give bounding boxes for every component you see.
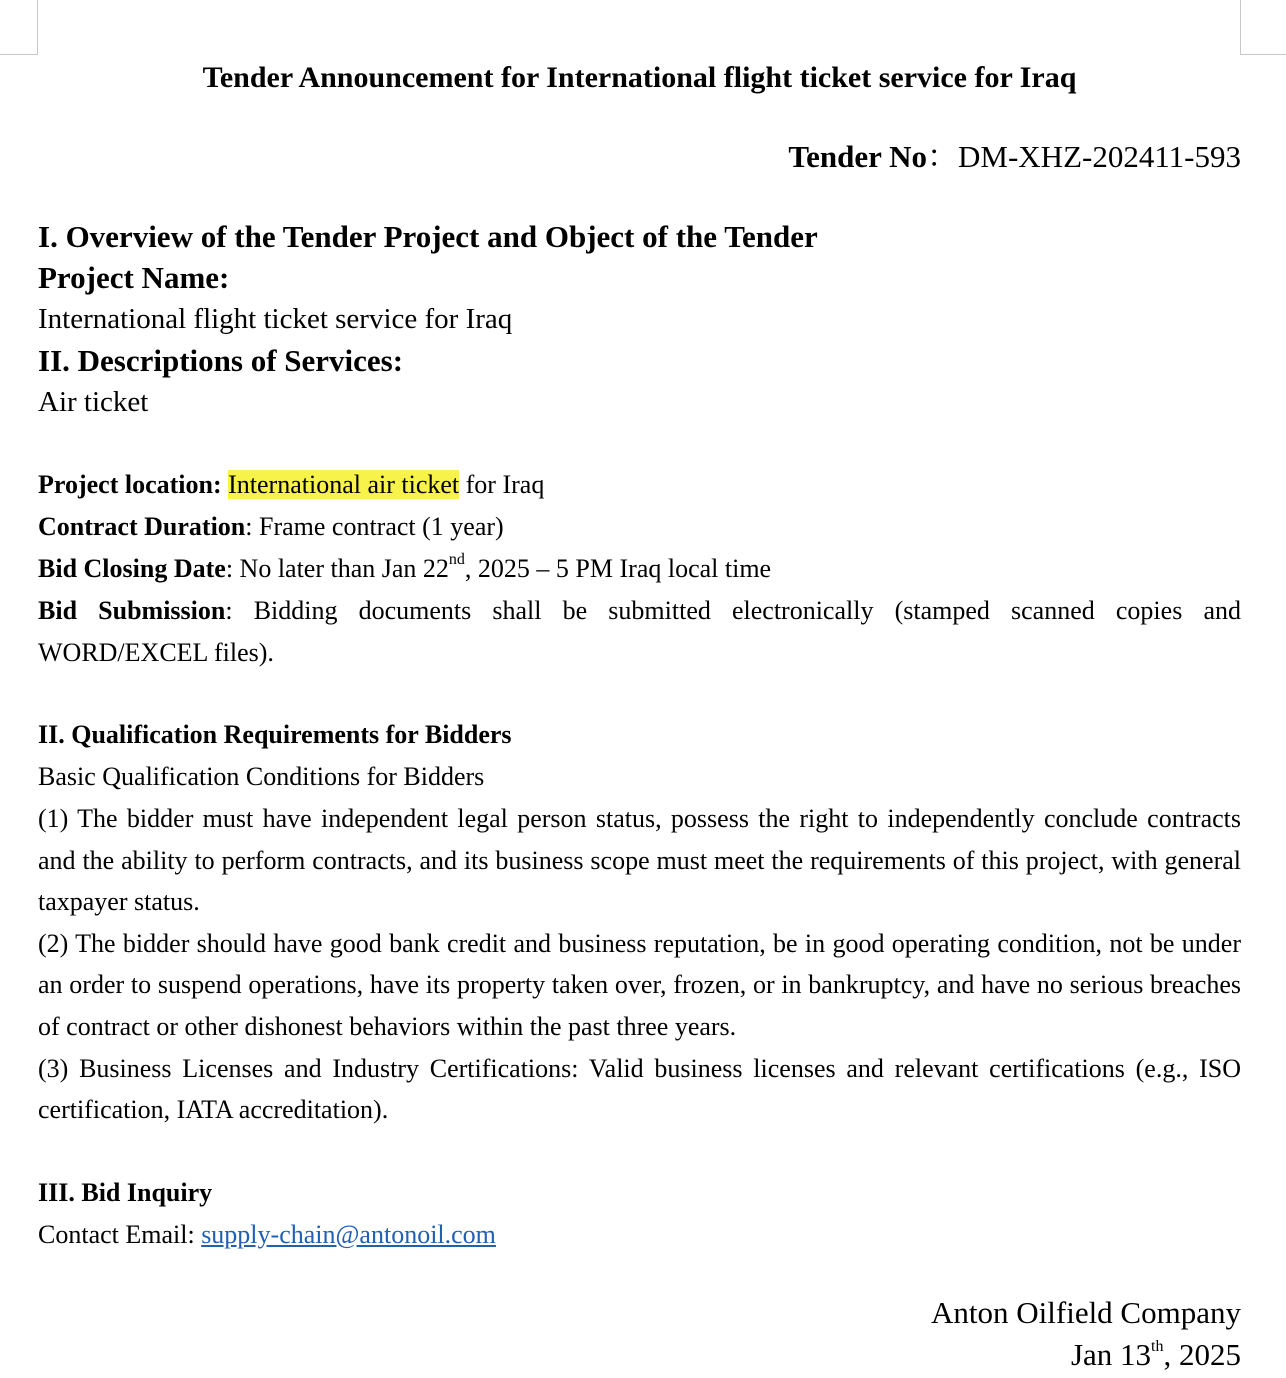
project-location-rest: for Iraq [459,470,545,499]
contract-duration-text: : Frame contract (1 year) [245,512,504,541]
tender-number-label: Tender No [788,139,928,174]
signature-date [38,1334,1241,1376]
qualification-item: (1) The bidder must have independent legal person status, possess the right to independently conclude contracts and the ability to perform contracts, and its business scope must meet the requirements of this project, with general taxpayer status. [38,804,1241,917]
section-1-heading: I. Overview of the Tender Project and Object of the Tender [38,219,818,254]
project-name-label: Project Name: [38,260,230,295]
qualification-list [38,798,1241,1131]
qualification-heading: II. Qualification Requirements for Bidders [38,720,512,749]
qualification-item: (3) Business Licenses and Industry Certifications: Valid business licenses and relevant certifications (e.g., ISO certification, IATA accreditation). [38,1053,1241,1125]
tender-number [38,136,1241,178]
tender-number-value: DM-XHZ-202411-593 [958,139,1241,174]
bid-closing-text-a: : No later than Jan 22 [225,554,449,583]
bid-closing-text-b: , 2025 – 5 PM Iraq local time [464,554,772,583]
bid-closing-date [38,548,1241,590]
project-location [38,464,1241,506]
services-description: Air ticket [38,386,149,418]
bid-closing-sup: nd [448,551,465,569]
project-location-label: Project location: [38,470,222,499]
inquiry-heading: III. Bid Inquiry [38,1178,213,1207]
section-2-heading: II. Descriptions of Services: [38,343,404,378]
project-name-value: International flight ticket service for Iraq [38,303,513,335]
signature-date-b: , 2025 [1163,1337,1241,1372]
signature-date-a: Jan 13 [1070,1337,1152,1372]
bid-submission-label: Bid Submission [38,596,226,625]
document-title: Tender Announcement for International flight ticket service for Iraq [202,61,1077,94]
qualification-item: (2) The bidder should have good bank credit and business reputation, be in good operating condition, not be under an order to suspend operations, have its property taken over, frozen, or in bankruptcy, and have no serious breaches of contract or other dishonest behaviors within the past three years. [38,928,1241,1041]
signature-company: Anton Oilfield Company [931,1295,1241,1330]
bid-submission-text: : Bidding documents shall be submitted electronically (stamped scanned copies and WORD/EXCEL files). [38,596,1241,667]
bid-closing-label: Bid Closing Date [38,554,226,583]
contact-email-line [38,1214,1241,1256]
contact-email-link[interactable]: supply-chain@antonoil.com [201,1220,496,1249]
project-location-highlight: International air ticket [228,470,460,499]
contract-duration [38,506,1241,548]
qualification-subheading: Basic Qualification Conditions for Bidders [38,762,485,791]
crop-mark-top-right [1240,0,1286,55]
tender-number-separator: ： [927,139,959,174]
crop-mark-top-left [0,0,38,55]
contact-email-label: Contact Email: [38,1220,202,1249]
contract-duration-label: Contract Duration [38,512,246,541]
signature-date-sup: th [1151,1337,1164,1355]
bid-submission [38,590,1241,673]
